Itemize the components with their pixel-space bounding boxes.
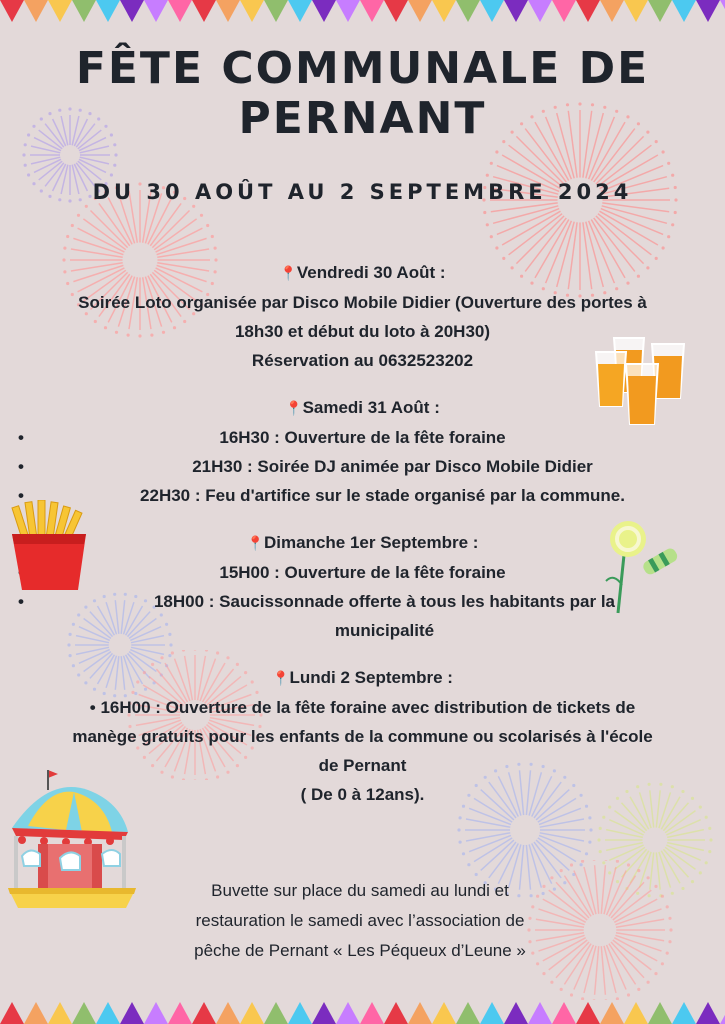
bunting-flag <box>696 1002 720 1024</box>
footer-line: pêche de Pernant « Les Péqueux d’Leune » <box>194 941 526 960</box>
bunting-flag <box>648 0 672 22</box>
bunting-flag <box>72 1002 96 1024</box>
bunting-flag <box>672 0 696 22</box>
bunting-flag <box>288 1002 312 1024</box>
bunting-flag <box>600 1002 624 1024</box>
footer-line: restauration le samedi avec l’association de <box>195 911 525 930</box>
bunting-flag <box>120 0 144 22</box>
bunting-flag <box>672 1002 696 1024</box>
friday-heading: 📍Vendredi 30 Août : <box>279 263 446 282</box>
bunting-flag <box>264 0 288 22</box>
pin-icon: 📍 <box>246 535 264 551</box>
bunting-flag <box>312 0 336 22</box>
bunting-flag <box>120 1002 144 1024</box>
friday-line: 18h30 et début du loto à 20H30) <box>234 322 491 341</box>
bunting-flag <box>432 0 456 22</box>
bunting-flag <box>0 1002 24 1024</box>
bunting-flag <box>432 1002 456 1024</box>
bunting-flag <box>504 0 528 22</box>
bunting-flag <box>624 0 648 22</box>
drinks-icon <box>592 330 692 430</box>
bunting-flag <box>552 0 576 22</box>
monday-line: ( De 0 à 12ans). <box>300 785 425 804</box>
bunting-flag <box>168 1002 192 1024</box>
bunting-flag <box>480 0 504 22</box>
bunting-flag <box>72 0 96 22</box>
bunting-flag <box>456 0 480 22</box>
bunting-flag <box>408 0 432 22</box>
footer-note <box>100 876 620 966</box>
candy-icon <box>600 515 682 619</box>
pin-icon: 📍 <box>272 670 290 686</box>
fries-icon <box>8 500 90 592</box>
bunting-top <box>0 0 725 26</box>
monday-heading: 📍Lundi 2 Septembre : <box>272 668 453 687</box>
sunday-heading: 📍Dimanche 1er Septembre : <box>246 533 479 552</box>
monday-line: de Pernant <box>318 756 407 775</box>
bunting-flag <box>408 1002 432 1024</box>
bunting-flag <box>528 0 552 22</box>
bunting-flag <box>168 0 192 22</box>
bunting-flag <box>360 1002 384 1024</box>
bunting-flag <box>336 0 360 22</box>
bunting-flag <box>48 0 72 22</box>
bunting-flag <box>240 0 264 22</box>
bunting-flag <box>504 1002 528 1024</box>
title-line-1: FÊTE COMMUNALE DE <box>75 43 650 94</box>
footer-line: Buvette sur place du samedi au lundi et <box>211 881 509 900</box>
bunting-flag <box>24 1002 48 1024</box>
carousel-icon <box>8 770 140 910</box>
saturday-heading: 📍Samedi 31 Août : <box>285 398 440 417</box>
bunting-flag <box>576 0 600 22</box>
bunting-flag <box>288 0 312 22</box>
bunting-flag <box>480 1002 504 1024</box>
list-item-continuation: municipalité <box>334 621 435 640</box>
bunting-flag <box>216 0 240 22</box>
bunting-flag <box>360 0 384 22</box>
bunting-flag <box>240 1002 264 1024</box>
bunting-flag <box>96 0 120 22</box>
bunting-flag <box>720 0 725 22</box>
bunting-flag <box>384 1002 408 1024</box>
bunting-flag <box>576 1002 600 1024</box>
bunting-flag <box>720 1002 725 1024</box>
monday-line: manège gratuits pour les enfants de la commune ou scolarisés à l'école <box>72 727 653 746</box>
pin-icon: 📍 <box>285 400 303 416</box>
bunting-flag <box>48 1002 72 1024</box>
bunting-flag <box>144 0 168 22</box>
list-item: • 16H30 : Ouverture de la fête foraine <box>6 423 719 452</box>
bunting-bottom <box>0 998 725 1024</box>
date-range: DU 30 AOÛT AU 2 SEPTEMBRE 2024 <box>92 180 633 204</box>
bunting-flag <box>600 0 624 22</box>
bunting-flag <box>528 1002 552 1024</box>
bunting-flag <box>96 1002 120 1024</box>
list-item: • 15H00 : Ouverture de la fête foraine <box>6 558 719 587</box>
list-item: • 21H30 : Soirée DJ animée par Disco Mobile Didier <box>6 452 719 481</box>
bunting-flag <box>312 1002 336 1024</box>
bunting-flag <box>216 1002 240 1024</box>
bunting-flag <box>384 0 408 22</box>
bunting-flag <box>648 1002 672 1024</box>
bunting-flag <box>144 1002 168 1024</box>
bunting-flag <box>696 0 720 22</box>
list-item: • 22H30 : Feu d'artifice sur le stade organisé par la commune. <box>6 481 719 510</box>
monday-line: • 16H00 : Ouverture de la fête foraine avec distribution de tickets de <box>89 698 636 717</box>
page-title <box>0 44 725 144</box>
bunting-flag <box>624 1002 648 1024</box>
bunting-flag <box>336 1002 360 1024</box>
pin-icon: 📍 <box>279 265 297 281</box>
list-item: • 18H00 : Saucissonnade offerte à tous les habitants par la <box>6 587 719 616</box>
bunting-flag <box>456 1002 480 1024</box>
bunting-flag <box>264 1002 288 1024</box>
bunting-flag <box>0 0 24 22</box>
friday-phone: Réservation au 0632523202 <box>251 351 474 370</box>
bunting-flag <box>552 1002 576 1024</box>
bunting-flag <box>24 0 48 22</box>
bunting-flag <box>192 0 216 22</box>
bunting-flag <box>192 1002 216 1024</box>
friday-line: Soirée Loto organisée par Disco Mobile Didier (Ouverture des portes à <box>78 293 647 312</box>
title-line-2: PERNANT <box>238 93 487 144</box>
